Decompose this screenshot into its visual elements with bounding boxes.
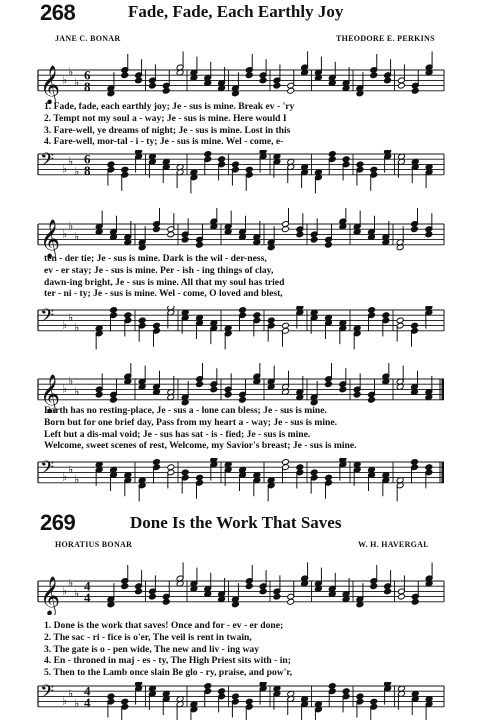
bass-staff <box>36 458 446 510</box>
svg-text:♭: ♭ <box>74 697 80 711</box>
lyric-line: 2. The sac - ri - fice is o'er, The veil is rent in twain, <box>44 631 252 643</box>
lyric-line: Welcome, sweet scenes of rest, Welcome, my Savior's breast; Je - sus is mine. <box>44 440 357 452</box>
svg-text:𝄢: 𝄢 <box>40 306 55 331</box>
svg-text:4: 4 <box>84 589 91 605</box>
hymn-title: Done Is the Work That Saves <box>130 513 342 532</box>
hymn-number: 268 <box>40 0 76 25</box>
lyric-line: Earth has no resting-place, Je - sus a - lone can bless; Je - sus is mine. <box>44 405 327 416</box>
lyric-line: ten - der tie; Je - sus is mine. Dark is the wil - der-ness, <box>44 253 267 264</box>
svg-text:♭: ♭ <box>68 462 74 476</box>
svg-text:𝄞: 𝄞 <box>40 218 61 258</box>
lyrics-block <box>44 253 436 300</box>
svg-text:♭: ♭ <box>68 686 74 700</box>
words-credit: JANE C. BONAR <box>55 34 121 43</box>
hymn-title: Fade, Fade, Each Earthly Joy <box>128 2 344 21</box>
treble-staff <box>36 48 446 104</box>
svg-text:♭: ♭ <box>62 694 68 708</box>
svg-text:♭: ♭ <box>74 76 80 89</box>
lyric-line: ter - ni - ty; Je - sus is mine. Wel - come, O loved and blest, <box>44 288 283 300</box>
svg-text:𝄢: 𝄢 <box>40 150 55 175</box>
svg-text:♭: ♭ <box>74 230 80 243</box>
svg-text:4: 4 <box>84 694 91 710</box>
svg-text:♭: ♭ <box>68 310 74 324</box>
bass-staff <box>36 306 446 358</box>
words-credit: HORATIUS BONAR <box>55 540 133 549</box>
svg-text:4: 4 <box>84 683 91 699</box>
lyrics-block <box>44 405 436 452</box>
svg-text:♭: ♭ <box>62 470 68 484</box>
lyric-line: 5. Then to the Lamb once slain Be glo - ry, praise, and pow'r, <box>44 667 293 679</box>
music-credit: THEODORE E. PERKINS <box>336 34 435 43</box>
lyrics-block <box>44 620 436 679</box>
svg-text:♭: ♭ <box>74 385 80 398</box>
svg-text:8: 8 <box>84 78 91 94</box>
svg-text:♭: ♭ <box>62 382 68 396</box>
svg-text:𝄞: 𝄞 <box>40 575 61 615</box>
treble-staff <box>36 555 446 615</box>
svg-text:♭: ♭ <box>74 165 80 179</box>
svg-text:♭: ♭ <box>68 219 74 233</box>
hymn-number: 269 <box>40 510 76 535</box>
lyric-line: Left but a dis-mal void; Je - sus has sat - is - fied; Je - sus is mine. <box>44 428 311 440</box>
svg-text:♭: ♭ <box>62 227 68 241</box>
lyric-line: 3. Fare-well, ye dreams of night; Je - sus is mine. Lost in this <box>44 124 291 136</box>
lyric-line: 3. The gate is o - pen wide, The new and liv - ing way <box>44 643 259 655</box>
lyric-line: 1. Done is the work that saves! Once and for - ev - er done; <box>44 620 284 631</box>
svg-text:♭: ♭ <box>62 318 68 332</box>
lyric-line: dawn-ing bright, Je - sus is mine. All that my soul has tried <box>44 276 285 288</box>
lyric-line: 4. Fare-well, mor-tal - i - ty; Je - sus is mine. Wel - come, e- <box>44 136 284 148</box>
svg-text:♭: ♭ <box>74 321 80 335</box>
svg-text:8: 8 <box>84 162 91 178</box>
music-credit: W. H. HAVERGAL <box>358 540 429 549</box>
treble-staff <box>36 208 446 258</box>
svg-text:♭: ♭ <box>74 587 80 600</box>
lyric-line: ev - er stay; Je - sus is mine. Per - ish - ing things of clay, <box>44 264 274 276</box>
svg-text:♭: ♭ <box>68 154 74 168</box>
bass-staff <box>36 150 446 202</box>
svg-text:𝄞: 𝄞 <box>40 373 61 413</box>
svg-text:♭: ♭ <box>62 73 68 87</box>
svg-text:6: 6 <box>84 151 91 167</box>
svg-text:𝄞: 𝄞 <box>40 64 61 104</box>
bass-staff <box>36 682 446 720</box>
svg-text:𝄢: 𝄢 <box>40 458 55 483</box>
lyric-line: 4. En - throned in maj - es - ty, The High Priest sits with - in; <box>44 655 291 667</box>
svg-text:♭: ♭ <box>68 65 74 79</box>
lyric-line: 2. Tempt not my soul a - way; Je - sus is mine. Here would I <box>44 112 287 124</box>
svg-text:♭: ♭ <box>62 162 68 176</box>
svg-text:♭: ♭ <box>68 374 74 388</box>
svg-text:𝄢: 𝄢 <box>40 682 55 707</box>
svg-text:4: 4 <box>84 578 91 594</box>
lyric-line: Born but for one brief day, Pass from my heart a - way; Je - sus is mine. <box>44 416 338 428</box>
svg-text:♭: ♭ <box>74 473 80 487</box>
lyric-line: 1. Fade, fade, each earthly joy; Je - sus is mine. Break ev - 'ry <box>44 101 295 112</box>
svg-text:♭: ♭ <box>62 584 68 598</box>
svg-text:6: 6 <box>84 67 91 83</box>
svg-text:♭: ♭ <box>68 576 74 590</box>
lyrics-block <box>44 101 436 148</box>
